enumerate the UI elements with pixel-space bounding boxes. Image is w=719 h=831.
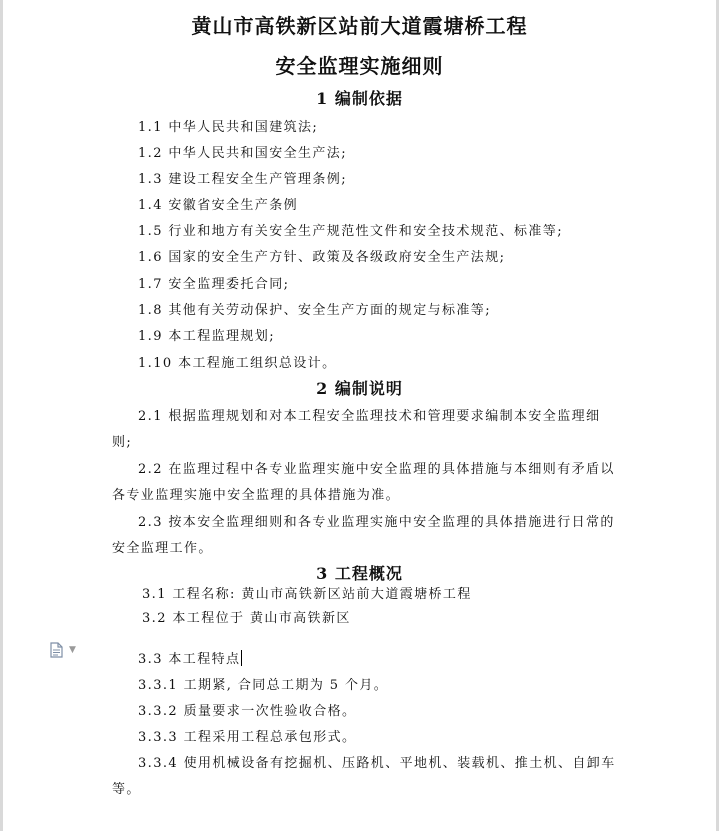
chevron-down-icon[interactable]: ▼	[69, 645, 76, 655]
list-item: 1.9 本工程监理规划;	[138, 329, 275, 344]
document-note-icon[interactable]	[50, 642, 63, 658]
section-heading-1: 1 编制依据	[316, 89, 403, 108]
paragraph-line: 各专业监理实施中安全监理的具体措施为准。	[112, 488, 401, 503]
paragraph-line: 安全监理工作。	[112, 541, 213, 556]
list-item: 等。	[112, 782, 141, 797]
list-item: 1.6 国家的安全生产方针、政策及各级政府安全生产法规;	[138, 250, 506, 265]
list-item: 1.2 中华人民共和国安全生产法;	[138, 146, 347, 161]
list-item: 3.3.4 使用机械设备有挖掘机、压路机、平地机、装载机、推土机、自卸车	[138, 756, 616, 771]
text-cursor	[241, 650, 242, 666]
paragraph-line: 2.3 按本安全监理细则和各专业监理实施中安全监理的具体措施进行日常的	[138, 515, 615, 530]
list-item: 3.3.1 工期紧, 合同总工期为 5 个月。	[138, 678, 389, 693]
section-heading-3: 3 工程概况	[316, 564, 403, 583]
paragraph-line: 2.1 根据监理规划和对本工程安全监理技术和管理要求编制本安全监理细	[138, 409, 601, 424]
list-item: 3.3.2 质量要求一次性验收合格。	[138, 704, 357, 719]
list-item: 1.1 中华人民共和国建筑法;	[138, 120, 319, 135]
list-item: 1.10 本工程施工组织总设计。	[138, 356, 337, 371]
document-subtitle: 安全监理实施细则	[275, 54, 444, 78]
list-item: 1.8 其他有关劳动保护、安全生产方面的规定与标准等;	[138, 303, 491, 318]
list-item: 3.3.3 工程采用工程总承包形式。	[138, 730, 357, 745]
document-title: 黄山市高铁新区站前大道霞塘桥工程	[191, 14, 528, 38]
paragraph-line: 则;	[112, 435, 133, 450]
list-item: 1.4 安徽省安全生产条例	[138, 198, 299, 213]
paragraph-line: 2.2 在监理过程中各专业监理实施中安全监理的具体措施与本细则有矛盾以	[138, 462, 615, 477]
list-item: 3.2 本工程位于 黄山市高铁新区	[142, 611, 351, 626]
list-item: 1.5 行业和地方有关安全生产规范性文件和安全技术规范、标准等;	[138, 224, 563, 239]
section-heading-2: 2 编制说明	[316, 379, 403, 398]
list-item-text: 3.3 本工程特点	[138, 652, 241, 667]
list-item: 3.1 工程名称: 黄山市高铁新区站前大道霞塘桥工程	[142, 587, 472, 602]
list-item	[138, 648, 242, 667]
list-item: 1.3 建设工程安全生产管理条例;	[138, 172, 347, 187]
list-item: 1.7 安全监理委托合同;	[138, 277, 290, 292]
